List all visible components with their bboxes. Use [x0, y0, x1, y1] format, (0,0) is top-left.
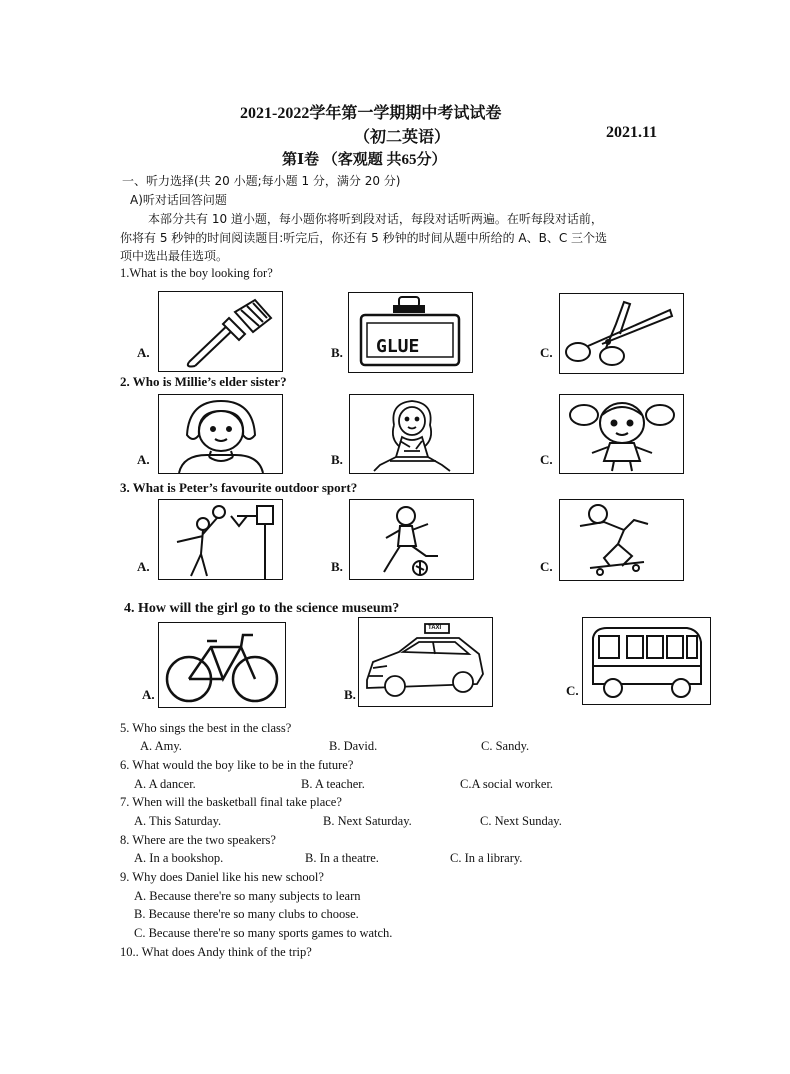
q2-label-b: B.: [331, 452, 343, 467]
q8-option-b[interactable]: B. In a theatre.: [305, 851, 379, 865]
q3-label-c: C.: [540, 559, 553, 574]
q4-label-b: B.: [344, 687, 356, 702]
basketball-icon: [159, 500, 282, 579]
scissors-icon: [560, 294, 683, 373]
question-4: 4. How will the girl go to the science museum?: [124, 601, 400, 616]
girl-sitting-icon: [350, 395, 473, 473]
q5-option-a[interactable]: A. Amy.: [140, 739, 182, 753]
q1-option-b-image[interactable]: [348, 292, 473, 373]
q7-option-a[interactable]: A. This Saturday.: [134, 814, 222, 828]
q1-label-b: B.: [331, 345, 343, 360]
q3-option-b-image[interactable]: [349, 499, 474, 580]
q7-option-c[interactable]: C. Next Sunday.: [480, 814, 562, 828]
q2-option-b-image[interactable]: [349, 394, 474, 474]
q4-option-b-image[interactable]: [358, 617, 493, 707]
taxi-text: TAXI: [428, 625, 442, 631]
taxi-icon: [359, 618, 492, 706]
instruction-line-1: 本部分共有 10 道小题，每小题你将听到段对话，每段对话听两遍。在听每段对话前，: [148, 212, 603, 226]
q5-option-b[interactable]: B. David.: [329, 739, 378, 753]
q2-option-a-image[interactable]: [158, 394, 283, 474]
q7-option-b[interactable]: B. Next Saturday.: [323, 814, 412, 828]
q6-option-c[interactable]: C.A social worker.: [460, 777, 554, 791]
q2-label-a: A.: [137, 452, 150, 467]
question-6: 6. What would the boy like to be in the future?: [120, 758, 354, 772]
q6-option-a[interactable]: A. A dancer.: [134, 777, 196, 791]
part1-heading: 一、听力选择(共 20 小题;每小题 1 分，满分 20 分): [122, 174, 401, 188]
glue-icon: [349, 293, 472, 372]
q4-option-c-image[interactable]: [582, 617, 711, 705]
q3-option-c-image[interactable]: [559, 499, 684, 581]
exam-title: 2021-2022学年第一学期期中考试试卷: [240, 105, 502, 122]
question-3: 3. What is Peter’s favourite outdoor sport?: [120, 480, 358, 495]
q4-label-a: A.: [142, 687, 155, 702]
paintbrush-icon: [159, 292, 282, 371]
question-8: 8. Where are the two speakers?: [120, 833, 276, 847]
question-2: 2. Who is Millie’s elder sister?: [120, 374, 287, 389]
question-5: 5. Who sings the best in the class?: [120, 721, 292, 735]
question-10: 10.. What does Andy think of the trip?: [120, 945, 312, 959]
q9-option-b[interactable]: B. Because there're so many clubs to choose.: [134, 907, 359, 921]
partA-heading: A)听对话回答问题: [130, 193, 227, 207]
q4-option-a-image[interactable]: [158, 622, 286, 708]
q2-label-c: C.: [540, 452, 553, 467]
q1-option-c-image[interactable]: [559, 293, 684, 374]
q9-option-c[interactable]: C. Because there're so many sports games to watch.: [134, 926, 393, 940]
woman-portrait-icon: [159, 395, 282, 473]
q1-option-a-image[interactable]: [158, 291, 283, 372]
q1-label-a: A.: [137, 345, 150, 360]
q3-label-a: A.: [137, 559, 150, 574]
glue-text: GLUE: [376, 336, 420, 357]
q1-label-c: C.: [540, 345, 553, 360]
q2-option-c-image[interactable]: [559, 394, 684, 474]
section-title: 第Ⅰ卷 （客观题 共65分）: [282, 152, 447, 168]
exam-date: 2021.11: [606, 124, 658, 141]
question-9: 9. Why does Daniel like his new school?: [120, 870, 324, 884]
skateboarding-icon: [560, 500, 683, 580]
q8-option-a[interactable]: A. In a bookshop.: [134, 851, 224, 865]
instruction-line-2: 你将有 5 秒钟的时间阅读题目:听完后，你还有 5 秒钟的时间从题中所给的 A、B、C 三个选: [120, 231, 608, 245]
question-7: 7. When will the basketball final take place?: [120, 795, 342, 809]
girl-pigtails-icon: [560, 395, 683, 473]
q3-option-a-image[interactable]: [158, 499, 283, 580]
q8-option-c[interactable]: C. In a library.: [450, 851, 523, 865]
instruction-line-3: 项中选出最佳选项。: [120, 249, 229, 263]
q9-option-a[interactable]: A. Because there're so many subjects to learn: [134, 889, 361, 903]
q3-label-b: B.: [331, 559, 343, 574]
football-icon: [350, 500, 473, 579]
question-1: 1.What is the boy looking for?: [120, 266, 273, 280]
q6-option-b[interactable]: B. A teacher.: [301, 777, 365, 791]
q4-label-c: C.: [566, 683, 579, 698]
q5-option-c[interactable]: C. Sandy.: [481, 739, 530, 753]
exam-subtitle: （初二英语）: [354, 129, 451, 146]
bicycle-icon: [159, 623, 285, 707]
bus-icon: [583, 618, 710, 704]
